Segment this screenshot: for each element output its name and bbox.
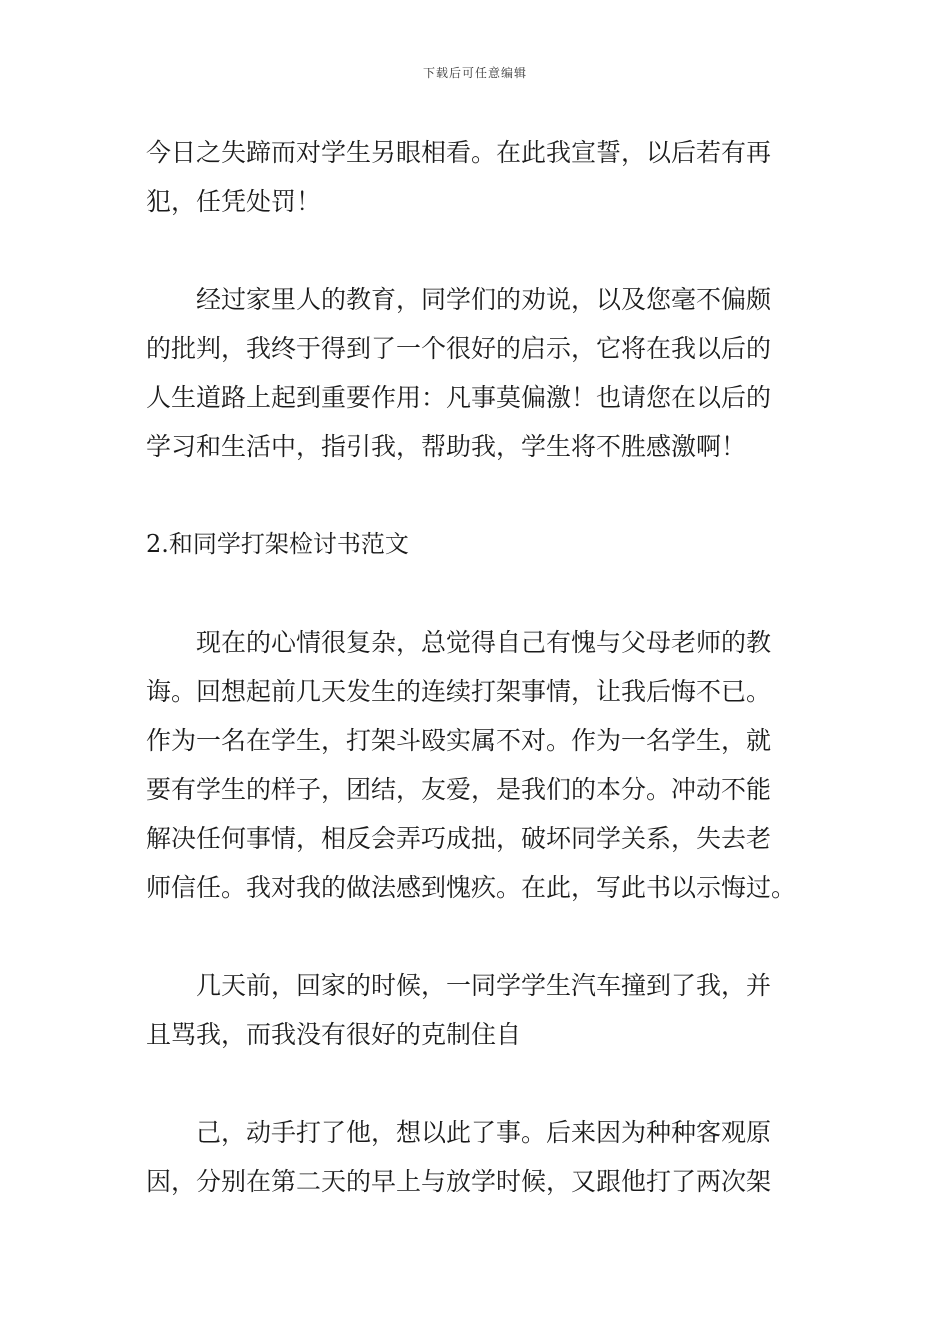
text-line: 学习和生活中，指引我，帮助我，学生将不胜感激啊！ [146, 432, 747, 461]
paragraph-4 [146, 961, 811, 1059]
text-line: 几天前，回家的时候，一同学学生汽车撞到了我，并 [196, 971, 772, 1000]
text-line: 的批判，我终于得到了一个很好的启示，它将在我以后的 [146, 334, 772, 363]
document-body [146, 128, 811, 1206]
text-line: 因，分别在第二天的早上与放学时候，又跟他打了两次架 [146, 1167, 772, 1196]
text-line: 今日之失蹄而对学生另眼相看。在此我宣誓，以后若有再 [146, 138, 772, 167]
section-heading: 2.和同学打架检讨书范文 [146, 530, 409, 558]
text-line: 作为一名在学生，打架斗殴实属不对。作为一名学生，就 [146, 726, 772, 755]
paragraph-3 [146, 618, 811, 912]
text-line: 己，动手打了他，想以此了事。后来因为种种客观原 [196, 1118, 772, 1147]
text-line: 师信任。我对我的做法感到愧疚。在此，写此书以示悔过。 [146, 873, 797, 902]
text-line: 且骂我，而我没有很好的克制住自 [146, 1020, 522, 1049]
text-line: 解决任何事情，相反会弄巧成拙，破坏同学关系，失去老 [146, 824, 772, 853]
text-line: 要有学生的样子，团结，友爱，是我们的本分。冲动不能 [146, 775, 772, 804]
text-line: 人生道路上起到重要作用：凡事莫偏激！也请您在以后的 [146, 383, 772, 412]
paragraph-5 [146, 1108, 811, 1206]
text-line: 诲。回想起前几天发生的连续打架事情，让我后悔不已。 [146, 677, 772, 706]
paragraph-1 [146, 128, 811, 226]
page-header: 下载后可任意编辑 [422, 66, 527, 80]
text-line: 犯，任凭处罚！ [146, 187, 322, 216]
text-line: 经过家里人的教育，同学们的劝说，以及您毫不偏颇 [196, 285, 772, 314]
text-line: 现在的心情很复杂，总觉得自己有愧与父母老师的教 [196, 628, 772, 657]
paragraph-2 [146, 275, 811, 471]
